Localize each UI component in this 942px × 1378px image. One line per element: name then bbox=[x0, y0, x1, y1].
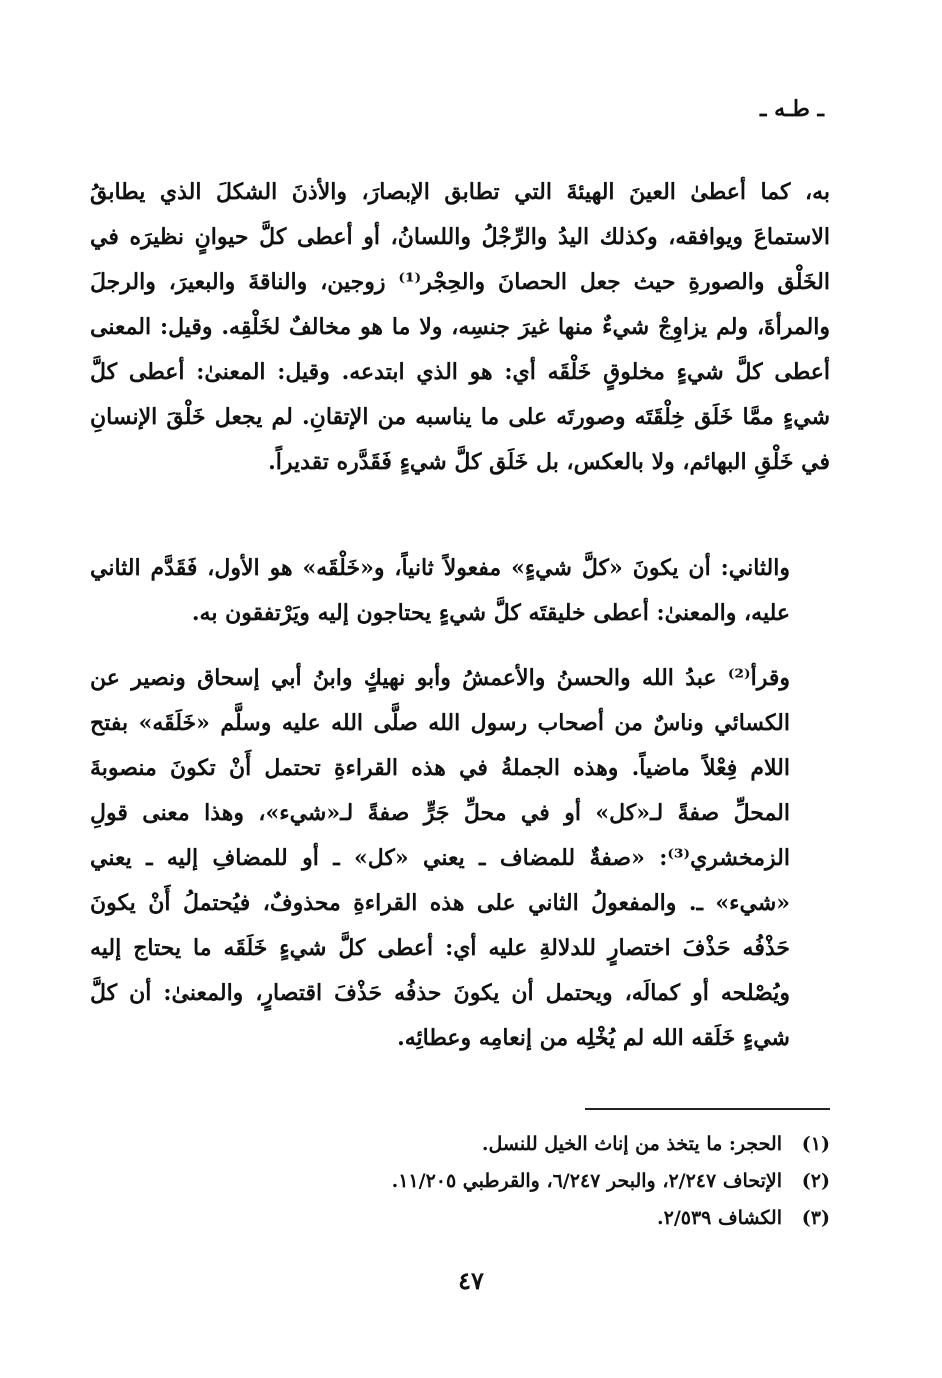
footnote-text: الكشاف ٢/٥٣٩. bbox=[656, 1207, 782, 1229]
footnote-item bbox=[230, 1126, 830, 1163]
paragraph: والثاني: أن يكونَ «كلَّ شيءٍ» مفعولاً ثانياً، و«خَلْقَه» هو الأول، فَقَدَّم الثاني عليه، والمعنىٰ: أعطى خليقتَه كلَّ شيءٍ يحتاجون إليه ويَرْتفقون به. bbox=[90, 555, 790, 626]
running-head: ـ طـه ـ bbox=[760, 96, 824, 122]
page-number: ٤٧ bbox=[458, 1266, 484, 1295]
paragraph: وقرأ⁽²⁾ عبدُ الله والحسنُ والأعمشُ وأبو نهيكٍ وابنُ أبي إسحاق ونصير عن الكسائي وناسٌ من أصحاب رسول الله صلَّى الله عليه وسلَّم «خَلَقَه» بفتح اللام فِعْلاً ماضياً. وهذه الجملةُ في هذه القراءةِ تحتمل أَنْ تكونَ منصوبةَ المحلِّ صفةً لـ«كل» أو في محلِّ جَرٍّ صفةً لـ«شيء»، وهذا معنى قولِ الزمخشري⁽³⁾: «صفةٌ للمضاف ـ يعني «كل» ـ أو للمضافِ إليه ـ يعني «شيء» ـ. والمفعولُ الثاني على هذه القراءةِ محذوفٌ، فيُحتملُ أَنْ يكونَ حَذْفُه حَذْفَ اختصارٍ للدلالةِ عليه أي: أعطى كلَّ شيءٍ خَلَقَه ما يحتاج إليه ويُصْلحه أو كمالَه، ويحتمل أن يكونَ حذفُه حَذْفَ اقتصارٍ، والمعنىٰ: أن كلَّ شيءٍ خَلَقه الله لم يُخْلِه من إنعامِه وعطائِه. bbox=[90, 665, 790, 1051]
main-text bbox=[90, 170, 830, 1061]
paragraph: به، كما أعطىٰ العينَ الهيئةَ التي تطابق الإبصارَ، والأذنَ الشكلَ الذي يطابقُ الاستماعَ ويوافقه، وكذلك اليدُ والرِّجْلُ واللسانُ، أو أعطى كلَّ حيوانٍ نظيرَه في الخَلْق والصورةِ حيث جعل الحصانَ والحِجْر⁽¹⁾ زوجين، والناقةَ والبعيرَ، والرجلَ والمرأةَ، ولم يزاوِجْ شيءٌ منها غيرَ جنسِه، ولا ما هو مخالفٌ لخَلْقِه. وقيل: المعنى أعطى كلَّ شيءٍ مخلوقٍ خَلْقَه أي: هو الذي ابتدعه. وقيل: المعنىٰ: أعطى كلَّ شيءٍ ممَّا خَلَق خِلْقَتَه وصورتَه على ما يناسبه من الإتقانِ. لم يجعل خَلْقَ الإنسانِ في خَلْقِ البهائم، ولا بالعكس، بل خَلَق كلَّ شيءٍ فَقَدَّره تقديراً. bbox=[90, 179, 830, 475]
footnote-number: (٣) bbox=[801, 1207, 830, 1229]
footnote-number: (٢) bbox=[801, 1170, 830, 1192]
footnote-divider bbox=[585, 1108, 830, 1110]
footnote-number: (١) bbox=[801, 1133, 830, 1155]
footnote-item bbox=[230, 1163, 830, 1200]
footnote-item bbox=[230, 1200, 830, 1237]
footnote-text: الحجر: ما يتخذ من إناث الخيل للنسل. bbox=[481, 1133, 782, 1155]
footnotes bbox=[230, 1126, 830, 1237]
footnote-text: الإتحاف ٢/٢٤٧، والبحر ٦/٢٤٧، والقرطبي ١١/٢٠٥. bbox=[391, 1170, 782, 1192]
